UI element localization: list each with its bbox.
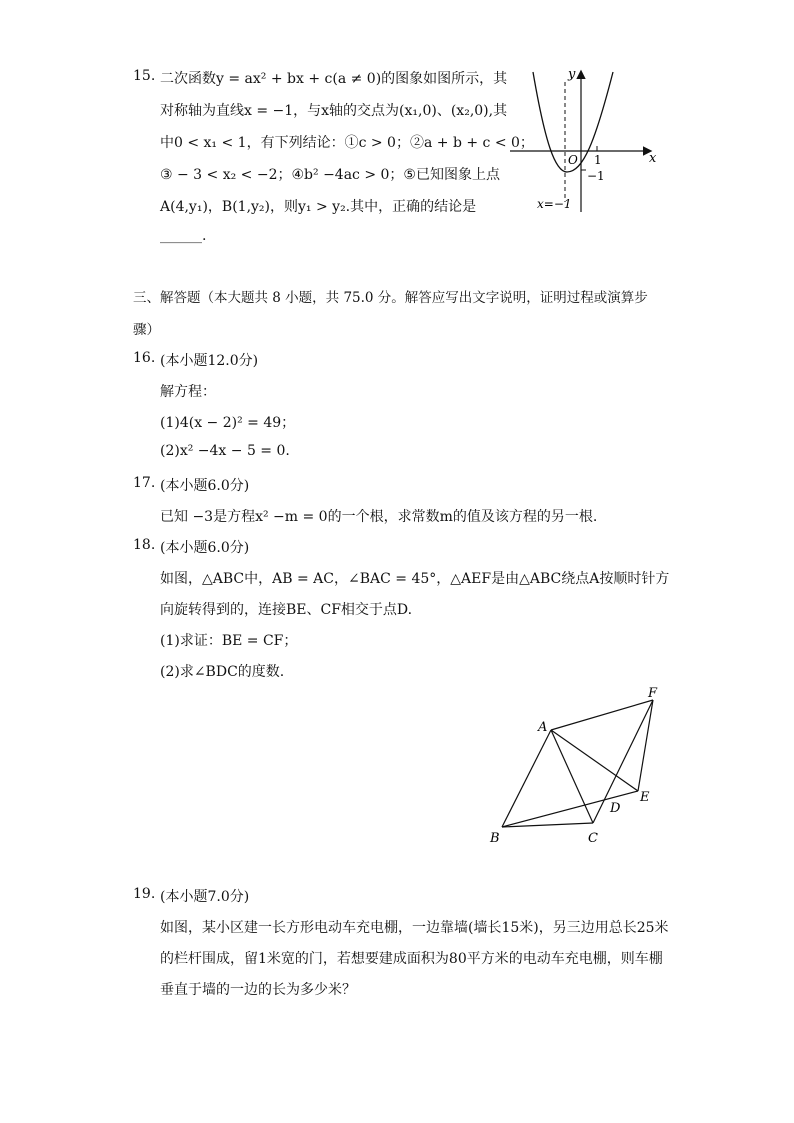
question-text-line: A(4,y₁)，B(1,y₂)，则y₁ > y₂.其中，正确的结论是 bbox=[160, 199, 477, 215]
y-axis-label: y bbox=[568, 67, 576, 82]
question-text-line: 对称轴为直线x = −1，与x轴的交点为(x₁,0)、(x₂,0),其 bbox=[160, 103, 508, 119]
triangle-figure bbox=[485, 680, 665, 850]
segment-AB bbox=[502, 730, 551, 827]
question-text-line: (2)x² −4x − 5 = 0. bbox=[160, 443, 290, 459]
question-text-line: (1)求证：BE = CF； bbox=[160, 633, 298, 649]
point-label-E: E bbox=[640, 790, 650, 805]
question-number: 18. bbox=[133, 537, 156, 553]
point-label-C: C bbox=[588, 831, 598, 846]
point-label-A: A bbox=[538, 720, 548, 735]
question-number: 16. bbox=[133, 350, 156, 366]
question-text-line: 解方程： bbox=[160, 384, 216, 400]
question-number: 19. bbox=[133, 886, 156, 902]
question-score: (本小题6.0分) bbox=[160, 478, 250, 494]
question-text-line: 已知 −3是方程x² −m = 0的一个根，求常数m的值及该方程的另一根. bbox=[160, 509, 598, 525]
answer-blank: ______. bbox=[160, 228, 207, 244]
question-score: (本小题7.0分) bbox=[160, 889, 250, 905]
question-score: (本小题6.0分) bbox=[160, 540, 250, 556]
symmetry-axis-label: x=−1 bbox=[537, 197, 572, 211]
section-title-line: 三、解答题（本大题共 8 小题，共 75.0 分。解答应写出文字说明，证明过程或演算步 bbox=[133, 290, 648, 306]
point-label-F: F bbox=[648, 686, 658, 701]
question-text-line: 垂直于墙的一边的长为多少米？ bbox=[160, 982, 356, 998]
question-text-line: (2)求∠BDC的度数. bbox=[160, 664, 285, 680]
section-title-line: 骤） bbox=[133, 322, 160, 338]
question-score: (本小题12.0分) bbox=[160, 353, 259, 369]
tick-label: 1 bbox=[594, 153, 602, 167]
question-text-line: 如图，△ABC中，AB = AC，∠BAC = 45°，△AEF是由△ABC绕点A按顺时针方 bbox=[160, 571, 670, 587]
question-text-line: 的栏杆围成，留1米宽的门，若想要建成面积为80平方米的电动车充电棚，则车棚 bbox=[160, 951, 663, 967]
point-label-D: D bbox=[610, 801, 621, 816]
question-number: 17. bbox=[133, 475, 156, 491]
origin-label: O bbox=[568, 153, 578, 167]
tick-label: −1 bbox=[587, 169, 605, 183]
parabola-graph bbox=[505, 62, 665, 222]
question-text-line: ③ − 3 < x₂ < −2；④b² −4ac > 0；⑤已知图象上点 bbox=[160, 167, 500, 183]
question-text-line: 向旋转得到的，连接BE、CF相交于点D. bbox=[160, 602, 413, 618]
segment-EF bbox=[638, 700, 653, 791]
question-text-line: 如图，某小区建一长方形电动车充电棚，一边靠墙(墙长15米)，另三边用总长25米 bbox=[160, 920, 669, 936]
question-text-line: 中0 < x₁ < 1，有下列结论：①c > 0；②a + b + c < 0； bbox=[160, 135, 534, 151]
point-label-B: B bbox=[490, 831, 500, 846]
segment-AF bbox=[551, 700, 653, 730]
question-number: 15. bbox=[133, 68, 156, 84]
question-text-line: 二次函数y = ax² + bx + c(a ≠ 0)的图象如图所示，其 bbox=[160, 71, 508, 87]
question-text-line: (1)4(x − 2)² = 49； bbox=[160, 415, 296, 431]
x-axis-label: x bbox=[649, 151, 657, 166]
segment-AE bbox=[551, 730, 638, 791]
